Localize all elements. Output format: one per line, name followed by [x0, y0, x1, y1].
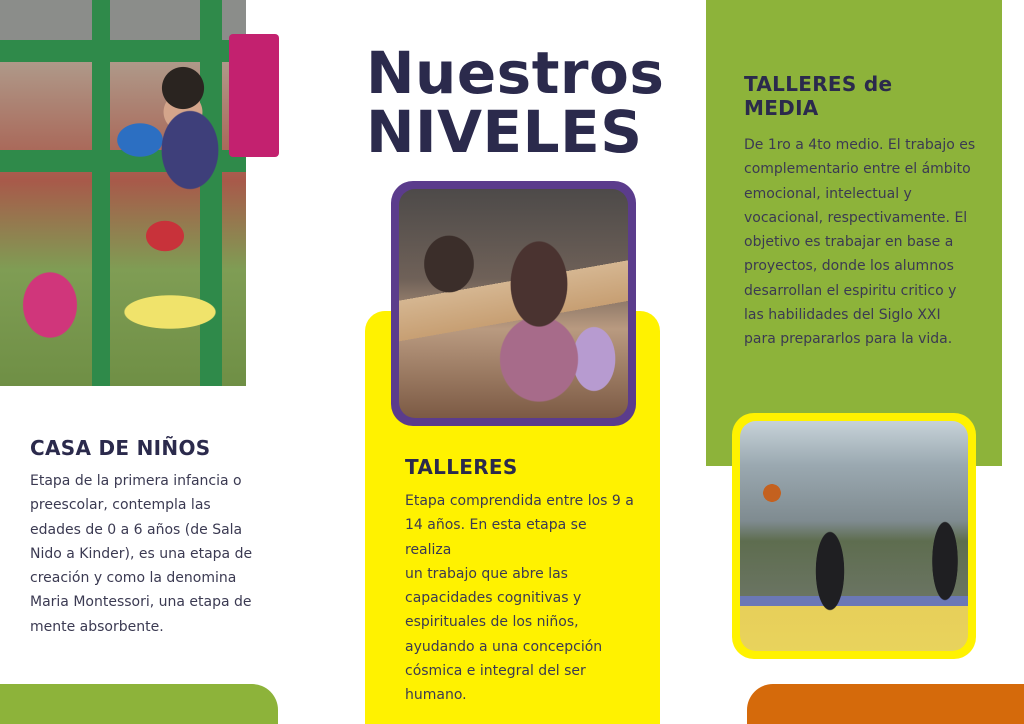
text-line: espirituales de los niños, [405, 614, 579, 631]
casa-heading: CASA DE NIÑOS [30, 436, 211, 460]
text-line: emocional, intelectual y [744, 185, 912, 202]
text-line: creación y como la denomina [30, 570, 237, 587]
magenta-accent-bar [229, 34, 279, 157]
media-heading-line1: TALLERES de [744, 72, 893, 96]
text-line: desarrollan el espiritu critico y [744, 282, 957, 299]
children-playground-photo [0, 0, 246, 386]
text-line: objetivo es trabajar en base a [744, 234, 954, 251]
text-line: las habilidades del Siglo XXI [744, 307, 941, 324]
text-line: ayudando a una concepción [405, 638, 603, 655]
page-title-line1: Nuestros [366, 39, 665, 107]
text-line: vocacional, respectivamente. El [744, 209, 968, 226]
text-line: mente absorbente. [30, 618, 164, 635]
casa-description [30, 469, 255, 639]
text-line: preescolar, contempla las [30, 497, 211, 514]
text-line: De 1ro a 4to medio. El trabajo es [744, 137, 976, 153]
text-line: para prepararlos para la vida. [744, 331, 953, 348]
text-line: 14 años. En esta etapa se realiza [405, 517, 587, 558]
talleres-description [405, 489, 637, 708]
bottom-left-decor-bar [0, 684, 278, 724]
basketball-gym-photo [740, 421, 968, 651]
text-line: Maria Montessori, una etapa de [30, 594, 252, 611]
text-line: Nido a Kinder), es una etapa de [30, 545, 253, 562]
classroom-student-photo [399, 189, 628, 418]
media-heading-line2: MEDIA [744, 96, 819, 120]
media-heading [744, 72, 984, 120]
page-title-line2: NIVELES [366, 98, 643, 166]
text-line: complementario entre el ámbito [744, 161, 971, 178]
text-line: un trabajo que abre las [405, 565, 568, 582]
text-line: humano. [405, 687, 467, 704]
media-description [744, 133, 980, 352]
text-line: Etapa de la primera infancia o [30, 473, 242, 489]
text-line: capacidades cognitivas y [405, 590, 582, 607]
talleres-heading: TALLERES [405, 455, 518, 479]
text-line: proyectos, donde los alumnos [744, 258, 954, 275]
text-line: edades de 0 a 6 años (de Sala [30, 521, 243, 538]
text-line: cósmica e integral del ser [405, 663, 586, 680]
bottom-right-decor-bar [747, 684, 1024, 724]
text-line: Etapa comprendida entre los 9 a [405, 493, 634, 509]
